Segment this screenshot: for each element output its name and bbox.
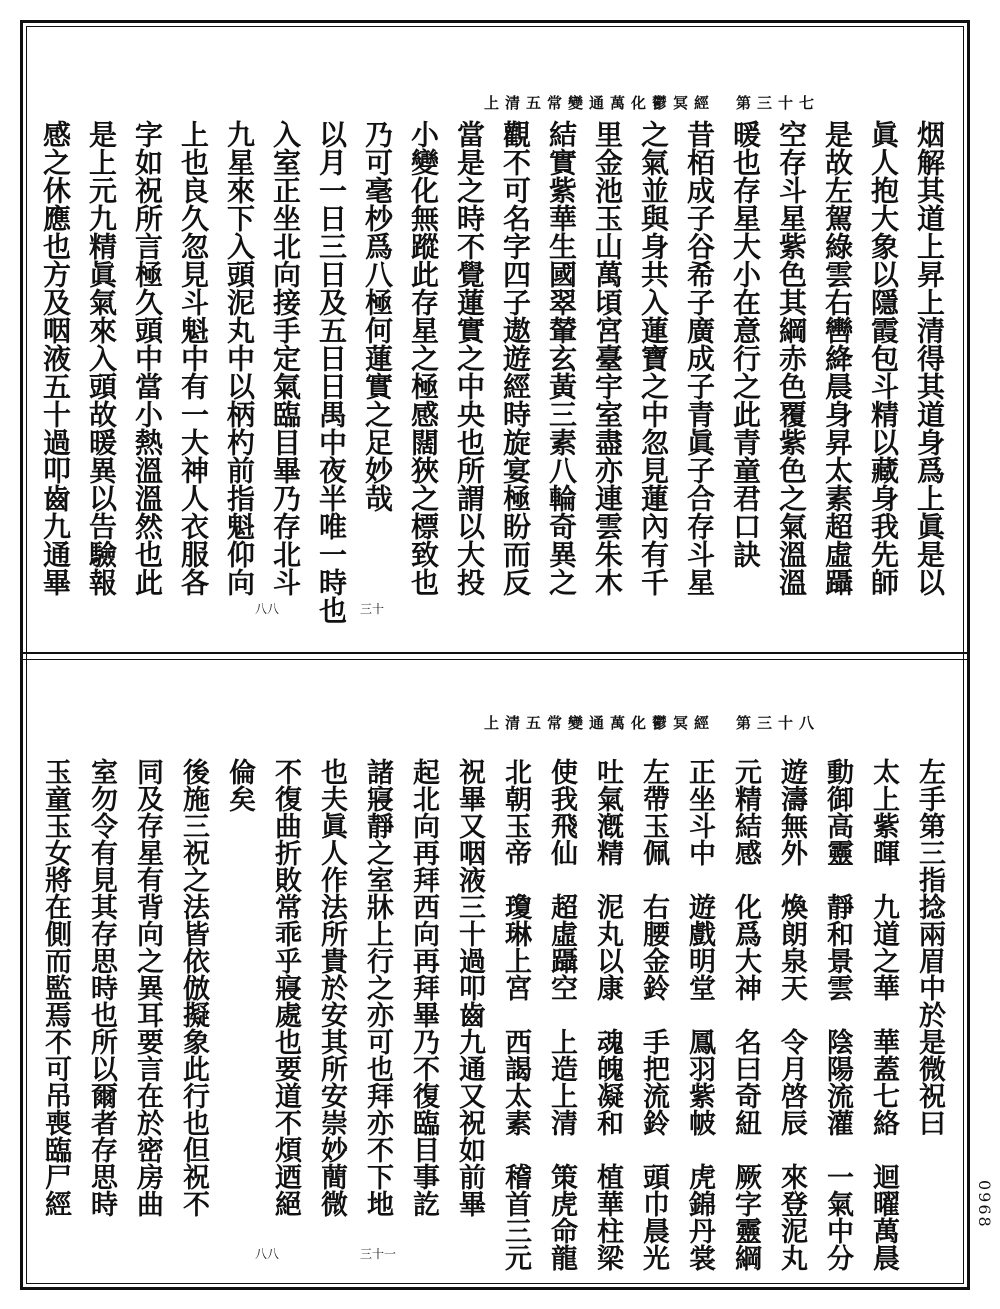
text-column: 昔栢成子谷希子廣成子青眞子合存斗星 <box>683 120 716 596</box>
text-column: 感之休應也方及咽液五十過叩齒九通畢 <box>39 120 72 596</box>
text-column: 也夫眞人作法所貴於安其所安崇妙蕳微 <box>316 758 347 1217</box>
bottom-panel-header: 上清五常變通萬化鬱冥經 第三十八 <box>483 714 820 732</box>
text-column: 上也良久忽見斗魁中有一大神人衣服各 <box>177 120 210 596</box>
text-column: 當是之時不覺蓮實之中央也所謂以大投 <box>453 120 486 596</box>
text-column: 左手第三指捻兩眉中於是微祝曰 <box>914 758 945 1136</box>
text-column: 遊濤無外 煥朗泉天 令月啓辰 來登泥丸 <box>776 758 807 1271</box>
text-column: 元精結感 化爲大神 名曰奇紐 厥字靈綱 <box>730 758 761 1271</box>
bottom-panel <box>30 720 960 1280</box>
text-column: 祝畢又咽液三十過叩齒九通又祝如前畢 <box>454 758 485 1217</box>
text-column: 倫矣 <box>224 758 255 812</box>
top-leaf-marker-right: 三十 <box>360 602 385 616</box>
text-column: 吐氣漑精 泥丸以康 魂魄凝和 植華柱梁 <box>592 758 623 1271</box>
text-column: 以月一日三日及五日日禺中夜半唯一時也 <box>315 120 348 624</box>
text-column: 起北向再拜西向再拜畢乃不復臨目事訖 <box>408 758 439 1217</box>
text-column: 九星來下入頭泥丸中以柄杓前指魁仰向 <box>223 120 256 596</box>
bottom-leaf-marker-right: 三十一 <box>360 1247 397 1261</box>
top-panel <box>30 80 960 640</box>
panel-divider <box>20 652 970 660</box>
text-column: 玉童玉女將在側而監焉不可吊喪臨尸經 <box>40 758 71 1217</box>
text-column: 小變化無蹤此存星之極感闊狹之標致也 <box>407 120 440 596</box>
text-column: 正坐斗中 遊戲明堂 鳳羽紫帔 虎錦丹裳 <box>684 758 715 1271</box>
top-leaf-marker-left: 八八 <box>255 602 280 616</box>
text-column: 動御高靈 靜和景雲 陰陽流灌 一氣中分 <box>822 758 853 1271</box>
top-panel-text <box>32 120 952 640</box>
page-number: 0968 <box>975 1180 994 1229</box>
text-column: 太上紫暉 九道之華 華蓋七絡 迴曜萬晨 <box>868 758 899 1271</box>
text-column: 北朝玉帝 瓊琳上宮 西謁太素 稽首三元 <box>500 758 531 1271</box>
text-column: 字如祝所言極久頭中當小熱溫溫然也此 <box>131 120 164 596</box>
text-column: 結實紫華生國翠輦玄黃三素八輪奇異之 <box>545 120 578 596</box>
text-column: 乃可毫杪爲八極何蓮實之足妙哉 <box>361 120 394 512</box>
text-column: 眞人抱大象以隱霞包斗精以藏身我先師 <box>867 120 900 596</box>
text-column: 烟解其道上昇上清得其道身爲上眞是以 <box>913 120 946 596</box>
text-column: 同及存星有背向之異耳要言在於密房曲 <box>132 758 163 1217</box>
text-column: 左帶玉佩 右腰金鈴 手把流鈴 頭巾晨光 <box>638 758 669 1271</box>
text-column: 使我飛仙 超虛躡空 上造上清 策虎命龍 <box>546 758 577 1271</box>
text-column: 不復曲折敗常乖乎寢處也要道不煩迺絕 <box>270 758 301 1217</box>
text-column: 里金池玉山萬頃宮臺宇室盡亦連雲朱木 <box>591 120 624 596</box>
bottom-leaf-marker-left: 八八 <box>255 1247 280 1261</box>
text-column: 是上元九精眞氣來入頭故暖異以告驗報 <box>85 120 118 596</box>
text-column: 是故左駕綠雲右轡絳晨身昇太素超虛躡 <box>821 120 854 596</box>
text-column: 之氣並與身共入蓮寶之中忽見蓮內有千 <box>637 120 670 596</box>
text-column: 暖也存星大小在意行之此青童君口訣 <box>729 120 762 568</box>
text-column: 室勿令有見其存思時也所以爾者存思時 <box>86 758 117 1217</box>
text-column: 觀不可名字四子遨遊經時旋宴極盼而反 <box>499 120 532 596</box>
text-column: 後施三祝之法皆依倣擬象此行也但祝不 <box>178 758 209 1217</box>
text-column: 空存斗星紫色其綱赤色覆紫色之氣溫溫 <box>775 120 808 596</box>
text-column: 入室正坐北向接手定氣臨目畢乃存北斗 <box>269 120 302 596</box>
top-panel-header: 上清五常變通萬化鬱冥經 第三十七 <box>483 94 820 112</box>
bottom-panel-text <box>32 758 952 1278</box>
text-column: 諸寢靜之室牀上行之亦可也拜亦不下地 <box>362 758 393 1217</box>
